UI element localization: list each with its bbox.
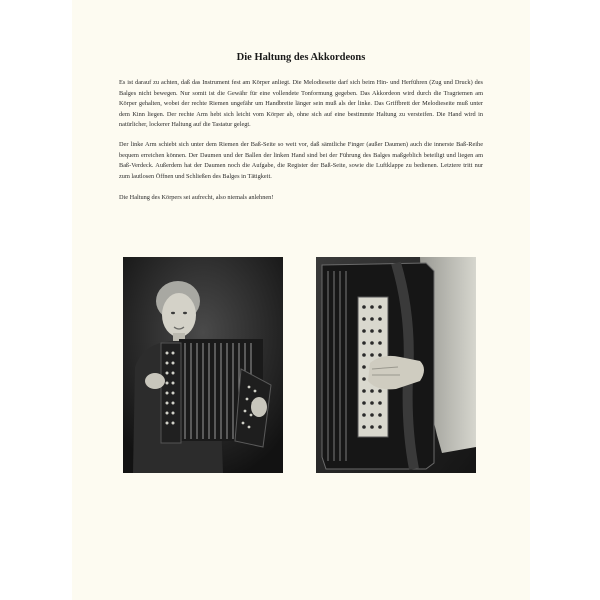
page-title: Die Haltung des Akkordeons bbox=[236, 52, 366, 63]
paragraph-body-posture: Die Haltung des Körpers sei aufrecht, also niemals anlehnen! bbox=[119, 194, 274, 201]
photo-accordion-closeup bbox=[316, 257, 476, 473]
book-page bbox=[72, 0, 530, 600]
paragraph-left-arm: Der linke Arm schiebt sich unter dem Riemen der Baß-Seite so weit vor, daß sämtliche Finger (außer Daumen) auch die innerste Baß-Reihe bequem erreichen können. Der Daumen und der Ballen der linken Hand sind bei der Führung des Balges maßgeblich beteiligt und liegen am Baß-Verdeck. Außerdem hat der Daumen noch die Aufgabe, die Register der Baß-Seite, sowie die Luftklappe zu bedienen. Letztere tritt nur zum lautlosen Öffnen und Schließen des Balges in Tätigkeit. bbox=[119, 141, 483, 180]
paragraph-posture: Es ist darauf zu achten, daß das Instrument fest am Körper anliegt. Die Melodieseite darf sich beim Hin- und Herführen (Zug und Druck) des Balges nicht bewegen. Nur somit ist die Gewähr für eine vollendete Tonformung gegeben. Das Akkordeon wird durch die Tragriemen am Körper gehalten, wobei der rechte Riemen ungefähr um Handbreite länger sein muß als der linke. Das Griffbrett der Melodieseite muß unter dem Kinn liegen. Der rechte Arm hebt sich leicht vom Körper ab, ohne sich auf eine bestimmte Haltung zu versteifen. Die Hand wird in natürlicher, lockerer Haltung auf die Tastatur gelegt. bbox=[119, 79, 483, 129]
photo-boy-playing-accordion bbox=[123, 257, 283, 473]
